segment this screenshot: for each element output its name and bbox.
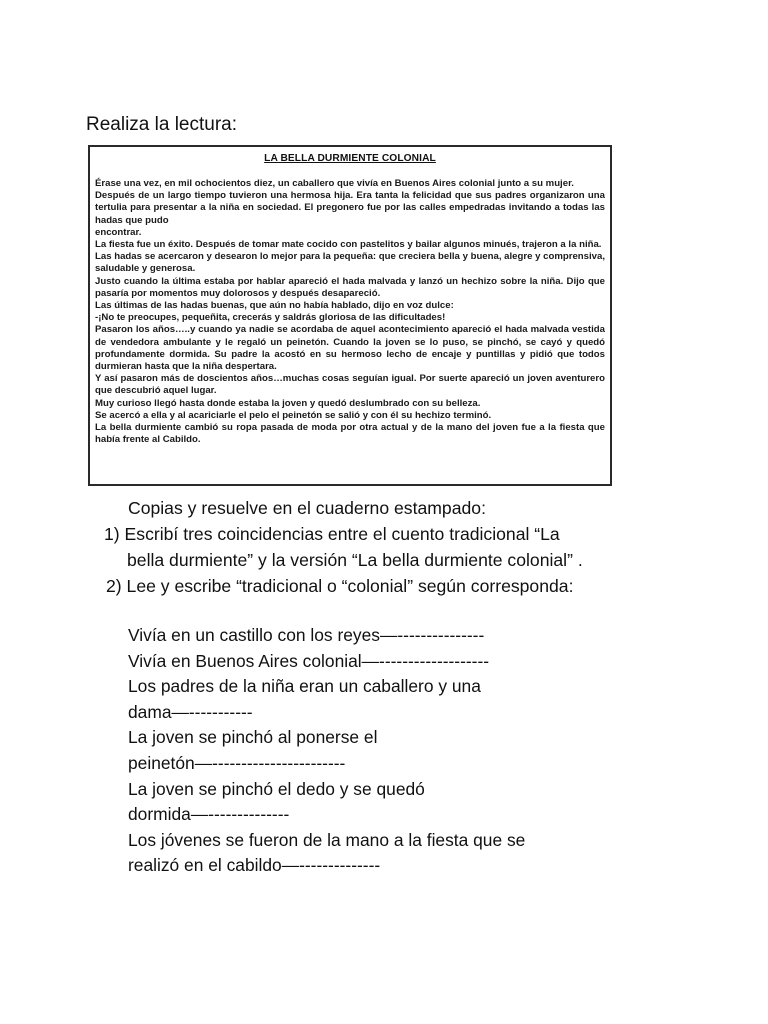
answer-line: realizó en el cabildo—-------------- [128, 855, 381, 876]
story-paragraph: Pasaron los años…..y cuando ya nadie se acordaba de aquel acontecimiento apareció el hada malvada vestida de vendedora ambulante y le regaló un peinetón. Cuando la joven se lo puso, se pinchó, se cayó y quedó profundamente dormida. Su padre la acostó en su hermoso lecho de encaje y puntillas y pidió que todos durmieran hasta que la niña despertara. [95, 324, 605, 373]
answer-line: dama—----------- [128, 701, 253, 722]
story-paragraph: Las últimas de las hadas buenas, que aún no había hablado, dijo en voz dulce: [95, 300, 454, 312]
answer-line: peinetón—----------------------- [128, 752, 346, 773]
story-paragraph: Después de un largo tiempo tuvieron una hermosa hija. Era tanta la felicidad que sus padres organizaron una tertulia para presentar a la niña en sociedad. El pregonero fue por las calles empedradas invitando a todas las hadas que pudo [95, 190, 605, 226]
answer-line: Los padres de la niña eran un caballero y una [128, 676, 481, 697]
story-paragraph: Se acercó a ella y al acariciarle el pelo el peinetón se salió y con él su hechizo terminó. [95, 409, 492, 421]
story-paragraph: Y así pasaron más de doscientos años…muchas cosas seguían igual. Por suerte apareció un joven aventurero que descubrió aquel lugar. [95, 373, 605, 397]
story-title: LA BELLA DURMIENTE COLONIAL [264, 153, 436, 164]
answer-line: dormida—-------------- [128, 804, 290, 825]
story-paragraph: Érase una vez, en mil ochocientos diez, un caballero que vivía en Buenos Aires colonial junto a su mujer. [95, 178, 574, 189]
story-paragraph: La bella durmiente cambió su ropa pasada de moda por otra actual y de la mano del joven fue a la fiesta que había frente al Cabildo. [95, 422, 605, 446]
page-heading: Realiza la lectura: [86, 114, 238, 135]
answer-line: Vivía en un castillo con los reyes—--------------- [128, 625, 485, 645]
answer-list [128, 623, 568, 879]
story-paragraph: Las hadas se acercaron y desearon lo mejor para la pequeña: que creciera bella y buena, alegre y comprensiva, saludable y generosa. [95, 251, 605, 275]
story-box [88, 145, 612, 486]
answer-line: Vivía en Buenos Aires colonial—------------------- [128, 650, 490, 671]
answer-line: La joven se pinchó al ponerse el [128, 727, 378, 748]
instruction-item-1: 1) Escribí tres coincidencias entre el cuento tradicional “La [104, 524, 560, 544]
story-paragraph: -¡No te preocupes, pequeñita, crecerás y saldrás gloriosa de las dificultades! [95, 312, 446, 324]
answer-line: Los jóvenes se fueron de la mano a la fiesta que se [128, 829, 526, 850]
answer-line: La joven se pinchó el dedo y se quedó [128, 778, 425, 799]
instructions-intro: Copias y resuelve en el cuaderno estampado: [128, 498, 486, 518]
story-body [95, 178, 605, 446]
instruction-item-2: 2) Lee y escribe “tradicional o “colonial” según corresponda: [106, 576, 574, 596]
story-paragraph: encontrar. [95, 226, 142, 238]
story-paragraph: Justo cuando la última estaba por hablar apareció el hada malvada y lanzó un hechizo sobre la niña. Dijo que pasaría por momentos muy dolorosos y después desapareció. [95, 275, 605, 299]
story-paragraph: La fiesta fue un éxito. Después de tomar mate cocido con pastelitos y bailar algunos minués, trajeron a la niña. [95, 239, 602, 251]
instruction-item-1-cont: bella durmiente” y la versión “La bella durmiente colonial” . [127, 550, 583, 570]
story-paragraph: Muy curioso llegó hasta donde estaba la joven y quedó deslumbrado con su belleza. [95, 397, 481, 409]
